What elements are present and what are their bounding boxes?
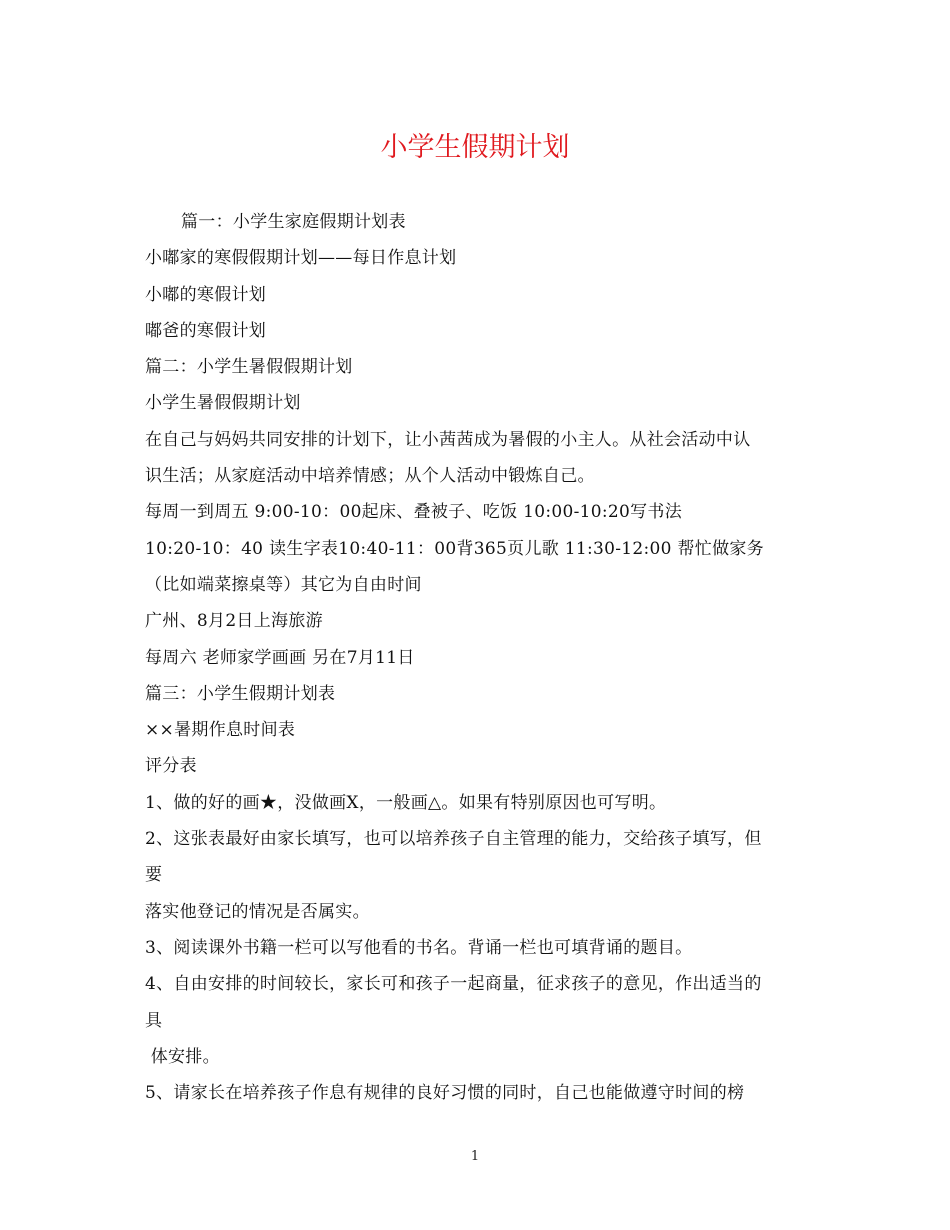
text-line: 在自己与妈妈共同安排的计划下，让小茜茜成为暑假的小主人。从社会活动中认 bbox=[145, 429, 751, 450]
text-line: 4、自由安排的时间较长，家长可和孩子一起商量，征求孩子的意见，作出适当的 bbox=[145, 974, 762, 995]
text-line: 广州、8月2日上海旅游 bbox=[145, 611, 323, 632]
text-line: （比如端菜擦桌等）其它为自由时间 bbox=[145, 574, 422, 595]
text-line: 3、阅读课外书籍一栏可以写他看的书名。背诵一栏也可填背诵的题目。 bbox=[145, 937, 693, 958]
text-line: 2、这张表最好由家长填写，也可以培养孩子自主管理的能力，交给孩子填写，但 bbox=[145, 829, 762, 850]
page-number: 1 bbox=[470, 1149, 480, 1164]
text-line: 10:20-10：40 读生字表10:40-11：00背365页儿歌 11:30-12:00 帮忙做家务 bbox=[145, 538, 764, 559]
text-line: 落实他登记的情况是否属实。 bbox=[145, 901, 370, 922]
text-line: 识生活；从家庭活动中培养情感；从个人活动中锻炼自己。 bbox=[145, 466, 595, 487]
document-body bbox=[145, 204, 810, 1111]
text-line: 5、请家长在培养孩子作息有规律的良好习惯的同时，自己也能做遵守时间的榜 bbox=[145, 1083, 745, 1104]
page-title: 小学生假期计划 bbox=[380, 132, 570, 163]
text-line: 每周一到周五 9:00-10：00起床、叠被子、吃饭 10:00-10:20写书法 bbox=[145, 502, 683, 523]
text-line: 小学生暑假假期计划 bbox=[145, 393, 301, 414]
text-line: 体安排。 bbox=[145, 1046, 220, 1067]
text-line: 小嘟的寒假计划 bbox=[145, 284, 267, 305]
text-line: ××暑期作息时间表 bbox=[145, 720, 296, 741]
text-line: 要 bbox=[145, 865, 163, 886]
text-line: 每周六 老师家学画画 另在7月11日 bbox=[145, 647, 415, 668]
text-line: 小嘟家的寒假假期计划——每日作息计划 bbox=[145, 248, 457, 269]
section-heading: 篇二：小学生暑假假期计划 bbox=[145, 357, 353, 378]
section-heading: 篇三：小学生假期计划表 bbox=[145, 683, 336, 704]
section-heading: 篇一：小学生家庭假期计划表 bbox=[181, 212, 406, 232]
text-line: 具 bbox=[145, 1010, 163, 1031]
text-line: 嘟爸的寒假计划 bbox=[145, 320, 267, 341]
text-line: 评分表 bbox=[145, 756, 197, 777]
text-line: 1、做的好的画★，没做画X，一般画△。如果有特别原因也可写明。 bbox=[145, 792, 667, 813]
